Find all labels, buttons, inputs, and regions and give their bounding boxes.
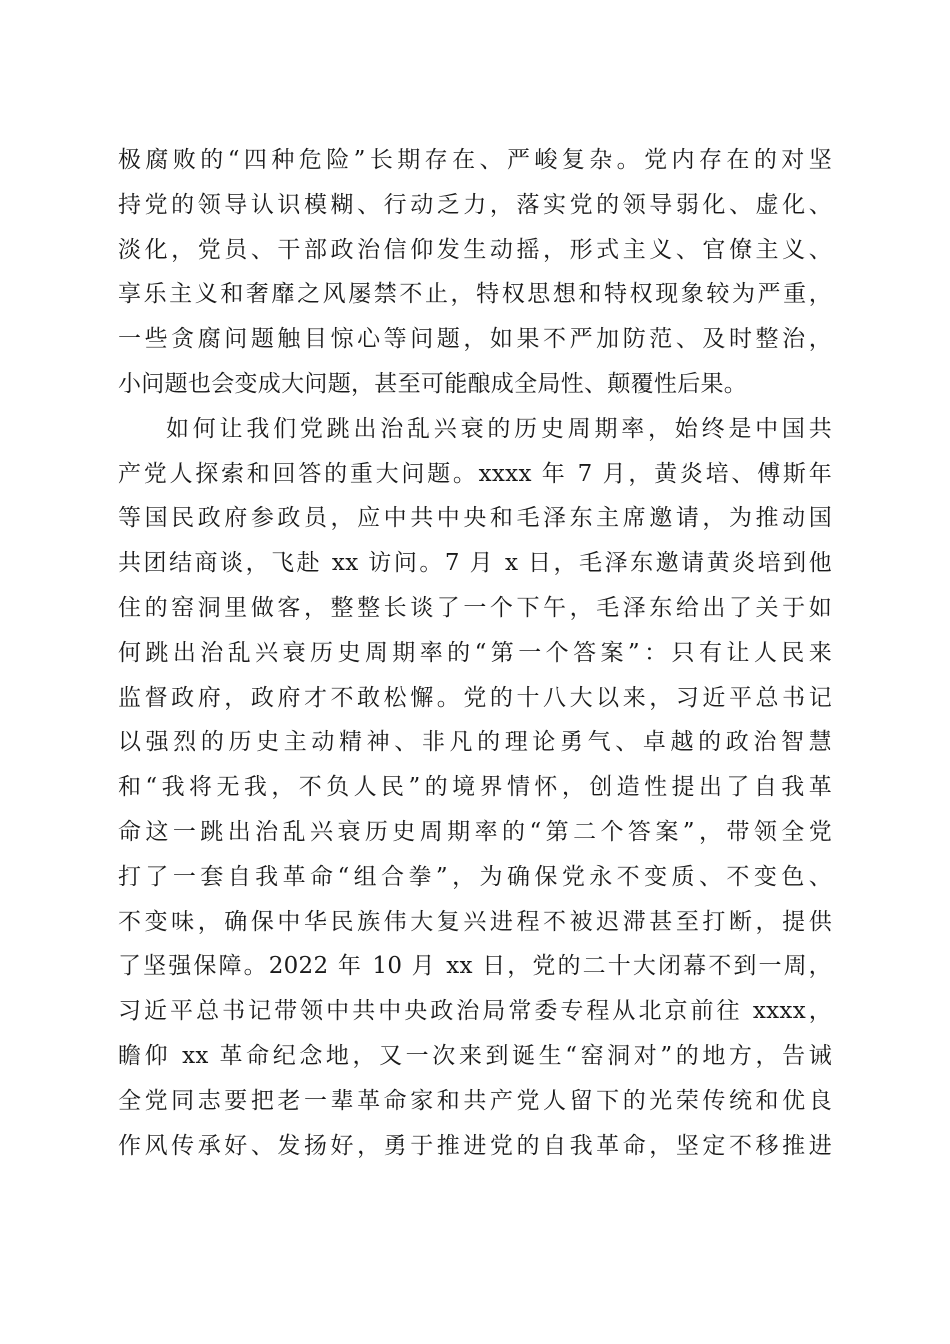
text-line: 小问题也会变成大问题，甚至可能酿成全局性、颠覆性后果。 [118,370,748,397]
text-line: 了坚强保障。2022 年 10 月 xx 日，党的二十大闭幕不到一周， [118,953,832,980]
text-line: 产党人探索和回答的重大问题。xxxx 年 7 月，黄炎培、傅斯年 [118,460,832,487]
paragraph [118,138,832,407]
text-line: 以强烈的历史主动精神、非凡的理论勇气、卓越的政治智慧 [118,729,832,756]
text-line: 住的窑洞里做客，整整长谈了一个下午，毛泽东给出了关于如 [118,594,832,621]
text-line: 作风传承好、发扬好，勇于推进党的自我革命，坚定不移推进 [118,1132,832,1159]
text-line: 监督政府，政府才不敢松懈。党的十八大以来，习近平总书记 [118,684,832,711]
text-line: 习近平总书记带领中共中央政治局常委专程从北京前往 xxxx， [118,998,832,1025]
text-line: 如何让我们党跳出治乱兴衰的历史周期率，始终是中国共 [166,415,832,442]
text-line: 命这一跳出治乱兴衰历史周期率的“第二个答案”，带领全党 [118,818,832,845]
text-line: 和“我将无我，不负人民”的境界情怀，创造性提出了自我革 [118,774,832,801]
text-line: 享乐主义和奢靡之风屡禁不止，特权思想和特权现象较为严重， [118,281,832,308]
text-line: 极腐败的“四种危险”长期存在、严峻复杂。党内存在的对坚 [118,147,832,173]
text-line: 不变味，确保中华民族伟大复兴进程不被迟滞甚至打断，提供 [118,908,832,935]
text-line: 等国民政府参政员，应中共中央和毛泽东主席邀请，为推动国 [118,505,832,532]
text-line: 打了一套自我革命“组合拳”，为确保党永不变质、不变色、 [118,863,832,890]
text-line: 全党同志要把老一辈革命家和共产党人留下的光荣传统和优良 [118,1087,832,1114]
text-line: 持党的领导认识模糊、行动乏力，落实党的领导弱化、虚化、 [118,191,832,218]
text-line: 淡化，党员、干部政治信仰发生动摇，形式主义、官僚主义、 [118,236,832,263]
text-line: 瞻仰 xx 革命纪念地，又一次来到诞生“窑洞对”的地方，告诫 [118,1042,832,1069]
text-line: 何跳出治乱兴衰历史周期率的“第一个答案”：只有让人民来 [118,639,832,666]
body-text [118,138,832,1168]
text-line: 共团结商谈，飞赴 xx 访问。7 月 x 日，毛泽东邀请黄炎培到他 [118,550,832,577]
paragraph [118,407,832,1169]
text-line: 一些贪腐问题触目惊心等问题，如果不严加防范、及时整治， [118,326,832,353]
